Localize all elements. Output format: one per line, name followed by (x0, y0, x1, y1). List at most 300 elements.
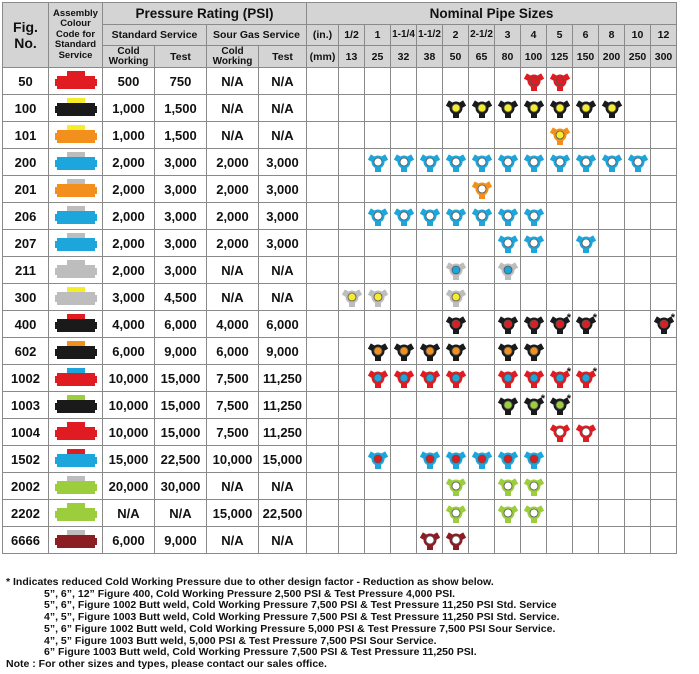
size-cell (443, 230, 469, 257)
test-value: 15,000 (155, 419, 207, 446)
size-in: 6 (573, 25, 599, 46)
size-mm: 300 (651, 46, 677, 68)
size-cell (625, 392, 651, 419)
sour-test-value: 6,000 (259, 311, 307, 338)
size-cell (495, 446, 521, 473)
hammer-union-icon (419, 151, 441, 173)
size-mm: 125 (547, 46, 573, 68)
assembly-colour-cell (49, 500, 103, 527)
size-cell (339, 257, 365, 284)
test-value: 1,500 (155, 95, 207, 122)
hammer-union-icon (601, 97, 623, 119)
hammer-union-icon (471, 178, 493, 200)
size-cell (417, 473, 443, 500)
fig-number: 211 (3, 257, 49, 284)
size-cell (443, 446, 469, 473)
size-cell (521, 392, 547, 419)
size-cell (469, 122, 495, 149)
sour-test-value: N/A (259, 284, 307, 311)
unit-spacer (307, 311, 339, 338)
size-cell (651, 392, 677, 419)
size-cell (547, 419, 573, 446)
cold-working-value: 6,000 (103, 527, 155, 554)
hammer-union-icon (575, 151, 597, 173)
size-cell (339, 392, 365, 419)
fig-number: 1003 (3, 392, 49, 419)
size-cell (391, 149, 417, 176)
table-row (3, 311, 677, 338)
pressure-rating-header: Pressure Rating (PSI) (103, 3, 307, 25)
size-cell (521, 122, 547, 149)
test-value: 1,500 (155, 122, 207, 149)
size-cell (469, 392, 495, 419)
unit-spacer (307, 149, 339, 176)
test-value: N/A (155, 500, 207, 527)
fig-number: 602 (3, 338, 49, 365)
table-row (3, 149, 677, 176)
table-row (3, 95, 677, 122)
hammer-union-icon (445, 448, 467, 470)
assembly-colour-cell (49, 527, 103, 554)
size-cell (573, 95, 599, 122)
size-mm: 150 (573, 46, 599, 68)
size-cell (365, 257, 391, 284)
size-cell (443, 500, 469, 527)
size-cell (599, 311, 625, 338)
cold-working-value: 500 (103, 68, 155, 95)
sour-cold-working-value: N/A (207, 122, 259, 149)
table-row (3, 527, 677, 554)
assembly-colour-swatch (54, 448, 98, 470)
size-cell (417, 176, 443, 203)
size-cell (469, 176, 495, 203)
reduction-note: 4”, 5” Figure 1003 Butt weld, 5,000 PSI & Test Pressure 7,500 PSI Sour Service. (44, 634, 437, 647)
size-cell (625, 230, 651, 257)
size-in: 1 (365, 25, 391, 46)
hammer-union-icon (497, 502, 519, 524)
size-mm: 100 (521, 46, 547, 68)
size-cell (339, 95, 365, 122)
size-cell (495, 338, 521, 365)
size-cell (417, 311, 443, 338)
size-cell (599, 500, 625, 527)
size-cell (339, 122, 365, 149)
size-cell (391, 311, 417, 338)
unit-in-header: (in.) (307, 25, 339, 46)
size-cell (495, 122, 521, 149)
size-cell (651, 122, 677, 149)
size-cell (339, 176, 365, 203)
test-value: 750 (155, 68, 207, 95)
fig-no-header: Fig. No. (3, 3, 49, 68)
sour-test-value: N/A (259, 527, 307, 554)
size-cell (625, 122, 651, 149)
reduced-pressure-star: * (592, 312, 597, 324)
size-cell (495, 473, 521, 500)
size-cell (443, 473, 469, 500)
size-cell (417, 95, 443, 122)
size-cell (599, 365, 625, 392)
size-cell (573, 500, 599, 527)
reduced-pressure-star: * (540, 393, 545, 405)
size-cell (443, 176, 469, 203)
size-cell (625, 365, 651, 392)
table-row (3, 122, 677, 149)
hammer-union-icon (367, 205, 389, 227)
rating-table (2, 2, 677, 554)
assembly-colour-swatch (54, 394, 98, 416)
size-cell (365, 230, 391, 257)
size-cell (573, 338, 599, 365)
size-cell (469, 149, 495, 176)
size-cell (573, 392, 599, 419)
size-cell (547, 203, 573, 230)
fig-number: 1002 (3, 365, 49, 392)
cold-working-value: 10,000 (103, 419, 155, 446)
reduced-pressure-star: * (566, 312, 571, 324)
cold-working-value: 15,000 (103, 446, 155, 473)
size-cell (651, 500, 677, 527)
size-cell (599, 446, 625, 473)
size-cell (391, 176, 417, 203)
size-cell (625, 311, 651, 338)
assembly-colour-cell (49, 338, 103, 365)
size-cell (573, 176, 599, 203)
unit-spacer (307, 419, 339, 446)
size-cell (547, 365, 573, 392)
test-value: 3,000 (155, 203, 207, 230)
star-note: * Indicates reduced Cold Working Pressure due to other design factor - Reduction as show below. (6, 576, 494, 588)
size-cell (573, 230, 599, 257)
size-cell (495, 230, 521, 257)
hammer-union-icon (445, 340, 467, 362)
fig-number: 6666 (3, 527, 49, 554)
assembly-colour-swatch (54, 421, 98, 443)
size-mm: 50 (443, 46, 469, 68)
unit-spacer (307, 230, 339, 257)
assembly-colour-cell (49, 149, 103, 176)
size-cell (625, 149, 651, 176)
size-cell (417, 446, 443, 473)
hammer-union-icon (419, 340, 441, 362)
size-cell (599, 284, 625, 311)
unit-spacer (307, 203, 339, 230)
size-cell (417, 257, 443, 284)
sour-cold-working-value: 15,000 (207, 500, 259, 527)
size-cell (573, 257, 599, 284)
sour-cold-working-value: 7,500 (207, 392, 259, 419)
cold-working-value: 2,000 (103, 230, 155, 257)
cold-working-value: 2,000 (103, 149, 155, 176)
hammer-union-icon (419, 205, 441, 227)
size-cell (495, 176, 521, 203)
size-cell (625, 446, 651, 473)
size-cell (391, 419, 417, 446)
size-in: 1-1/4 (391, 25, 417, 46)
size-cell (365, 176, 391, 203)
fig-number: 101 (3, 122, 49, 149)
hammer-union-icon (575, 232, 597, 254)
size-cell (391, 257, 417, 284)
fig-number: 2002 (3, 473, 49, 500)
size-cell (469, 230, 495, 257)
assembly-colour-cell (49, 95, 103, 122)
hammer-union-icon (523, 97, 545, 119)
size-cell (651, 95, 677, 122)
size-cell (547, 284, 573, 311)
size-cell (417, 392, 443, 419)
size-cell (521, 419, 547, 446)
size-cell (573, 365, 599, 392)
size-cell (521, 311, 547, 338)
size-cell (651, 176, 677, 203)
size-cell (599, 527, 625, 554)
size-cell (443, 122, 469, 149)
size-cell (651, 230, 677, 257)
size-cell (417, 203, 443, 230)
size-cell (339, 68, 365, 95)
size-cell (599, 149, 625, 176)
size-cell (599, 122, 625, 149)
size-cell (573, 284, 599, 311)
size-cell (469, 311, 495, 338)
hammer-union-icon (367, 367, 389, 389)
cold-working-value: 4,000 (103, 311, 155, 338)
cold-working-header: Cold Working (103, 46, 155, 68)
sour-cold-working-value: 7,500 (207, 365, 259, 392)
size-cell (521, 446, 547, 473)
assembly-colour-cell (49, 203, 103, 230)
size-in: 4 (521, 25, 547, 46)
size-cell (573, 311, 599, 338)
sour-test-value: 3,000 (259, 149, 307, 176)
hammer-union-icon (549, 421, 571, 443)
size-cell (521, 176, 547, 203)
sour-cold-working-value: N/A (207, 95, 259, 122)
sour-cold-working-value: 2,000 (207, 203, 259, 230)
size-cell (625, 284, 651, 311)
fig-number: 300 (3, 284, 49, 311)
size-cell (391, 284, 417, 311)
size-cell (339, 311, 365, 338)
hammer-union-icon (445, 367, 467, 389)
cold-working-value: 10,000 (103, 392, 155, 419)
assembly-colour-cell (49, 419, 103, 446)
hammer-union-icon (445, 502, 467, 524)
size-cell (443, 419, 469, 446)
size-cell (391, 338, 417, 365)
sour-cold-working-value: N/A (207, 473, 259, 500)
hammer-union-icon (497, 205, 519, 227)
fig-number: 206 (3, 203, 49, 230)
size-cell (469, 338, 495, 365)
sales-note: Note : For other sizes and types, please contact our sales office. (6, 657, 327, 670)
reduced-pressure-star: * (566, 393, 571, 405)
nominal-pipe-sizes-header: Nominal Pipe Sizes (307, 3, 677, 25)
sour-test-value: 22,500 (259, 500, 307, 527)
rating-rows (3, 68, 677, 554)
size-cell (417, 68, 443, 95)
hammer-union-icon (367, 340, 389, 362)
size-cell (495, 419, 521, 446)
hammer-union-icon (549, 124, 571, 146)
size-cell (547, 473, 573, 500)
size-mm: 13 (339, 46, 365, 68)
size-cell (443, 392, 469, 419)
size-cell (625, 500, 651, 527)
size-cell (469, 365, 495, 392)
cold-working-value: 2,000 (103, 203, 155, 230)
size-cell (417, 500, 443, 527)
size-cell (547, 338, 573, 365)
size-cell (417, 122, 443, 149)
assembly-colour-cell (49, 176, 103, 203)
size-cell (495, 149, 521, 176)
hammer-union-icon (393, 151, 415, 173)
test-value: 30,000 (155, 473, 207, 500)
size-cell (599, 95, 625, 122)
size-cell (547, 500, 573, 527)
test-value: 9,000 (155, 338, 207, 365)
size-cell (391, 446, 417, 473)
size-cell (625, 338, 651, 365)
hammer-union-icon (497, 367, 519, 389)
size-mm: 65 (469, 46, 495, 68)
sour-cold-working-value: N/A (207, 284, 259, 311)
size-cell (651, 338, 677, 365)
size-cell (391, 68, 417, 95)
size-cell (599, 257, 625, 284)
size-cell (339, 473, 365, 500)
hammer-union-icon (497, 232, 519, 254)
table-row (3, 419, 677, 446)
unit-spacer (307, 392, 339, 419)
size-cell (547, 446, 573, 473)
hammer-union-icon (419, 367, 441, 389)
unit-spacer (307, 365, 339, 392)
unit-spacer (307, 473, 339, 500)
size-cell (573, 419, 599, 446)
size-cell (365, 311, 391, 338)
assembly-colour-cell (49, 284, 103, 311)
sour-test-value: N/A (259, 95, 307, 122)
test-value: 3,000 (155, 257, 207, 284)
fig-number: 201 (3, 176, 49, 203)
size-cell (443, 527, 469, 554)
size-cell (469, 95, 495, 122)
size-cell (599, 392, 625, 419)
size-cell (625, 473, 651, 500)
size-in: 2-1/2 (469, 25, 495, 46)
size-cell (469, 68, 495, 95)
table-row (3, 392, 677, 419)
hammer-union-icon (445, 151, 467, 173)
size-mm: 200 (599, 46, 625, 68)
size-cell (365, 392, 391, 419)
unit-spacer (307, 95, 339, 122)
size-cell (547, 122, 573, 149)
unit-spacer (307, 446, 339, 473)
footnotes (6, 577, 696, 671)
test-value: 3,000 (155, 230, 207, 257)
cold-working-value: 10,000 (103, 365, 155, 392)
size-cell (417, 338, 443, 365)
assembly-colour-swatch (54, 367, 98, 389)
hammer-union-icon (393, 367, 415, 389)
size-cell (495, 257, 521, 284)
test-value: 22,500 (155, 446, 207, 473)
assembly-colour-swatch (54, 529, 98, 551)
hammer-union-icon (497, 394, 519, 416)
size-cell (521, 257, 547, 284)
fig-number: 2202 (3, 500, 49, 527)
sour-test-value: 3,000 (259, 176, 307, 203)
table-row (3, 230, 677, 257)
assembly-colour-swatch (54, 340, 98, 362)
hammer-union-icon (497, 97, 519, 119)
size-cell (365, 149, 391, 176)
sour-cold-working-value: N/A (207, 257, 259, 284)
hammer-union-icon (549, 151, 571, 173)
size-cell (651, 473, 677, 500)
hammer-union-icon (471, 97, 493, 119)
table-row (3, 365, 677, 392)
assembly-colour-cell (49, 257, 103, 284)
assembly-colour-cell (49, 122, 103, 149)
size-cell (365, 203, 391, 230)
hammer-union-icon (393, 340, 415, 362)
reduction-note: 4”, 5”, Figure 1003 Butt weld, Cold Working Pressure 7,500 PSI & Test Pressure 11,250 PSI Std. Service. (44, 611, 560, 624)
size-in: 2 (443, 25, 469, 46)
size-cell (365, 446, 391, 473)
size-cell (417, 419, 443, 446)
assembly-colour-swatch (54, 502, 98, 524)
size-cell (339, 527, 365, 554)
cold-working-value: 1,000 (103, 95, 155, 122)
size-cell (365, 284, 391, 311)
cold-working-value: 6,000 (103, 338, 155, 365)
sour-test-value: 3,000 (259, 203, 307, 230)
test-value: 3,000 (155, 176, 207, 203)
cold-working-value: 3,000 (103, 284, 155, 311)
unit-spacer (307, 257, 339, 284)
size-cell (547, 176, 573, 203)
size-cell (339, 500, 365, 527)
reduction-note: 5”, 6”, 12” Figure 400, Cold Working Pressure 2,500 PSI & Test Pressure 4,000 PSI. (44, 587, 456, 600)
hammer-union-icon (497, 475, 519, 497)
hammer-union-icon (445, 97, 467, 119)
sour-test-value: 15,000 (259, 446, 307, 473)
hammer-union-icon (471, 448, 493, 470)
size-cell (443, 365, 469, 392)
size-cell (443, 95, 469, 122)
hammer-union-icon (523, 367, 545, 389)
size-cell (573, 149, 599, 176)
fig-number: 1004 (3, 419, 49, 446)
sour-cold-working-value: 2,000 (207, 230, 259, 257)
size-cell (365, 473, 391, 500)
sour-test-value: N/A (259, 122, 307, 149)
hammer-union-icon (445, 286, 467, 308)
unit-spacer (307, 527, 339, 554)
sour-gas-service-header: Sour Gas Service (207, 25, 307, 46)
size-cell (547, 68, 573, 95)
hammer-union-icon (419, 529, 441, 551)
size-cell (547, 149, 573, 176)
size-cell (469, 473, 495, 500)
assembly-colour-swatch (54, 475, 98, 497)
hammer-union-icon (367, 286, 389, 308)
